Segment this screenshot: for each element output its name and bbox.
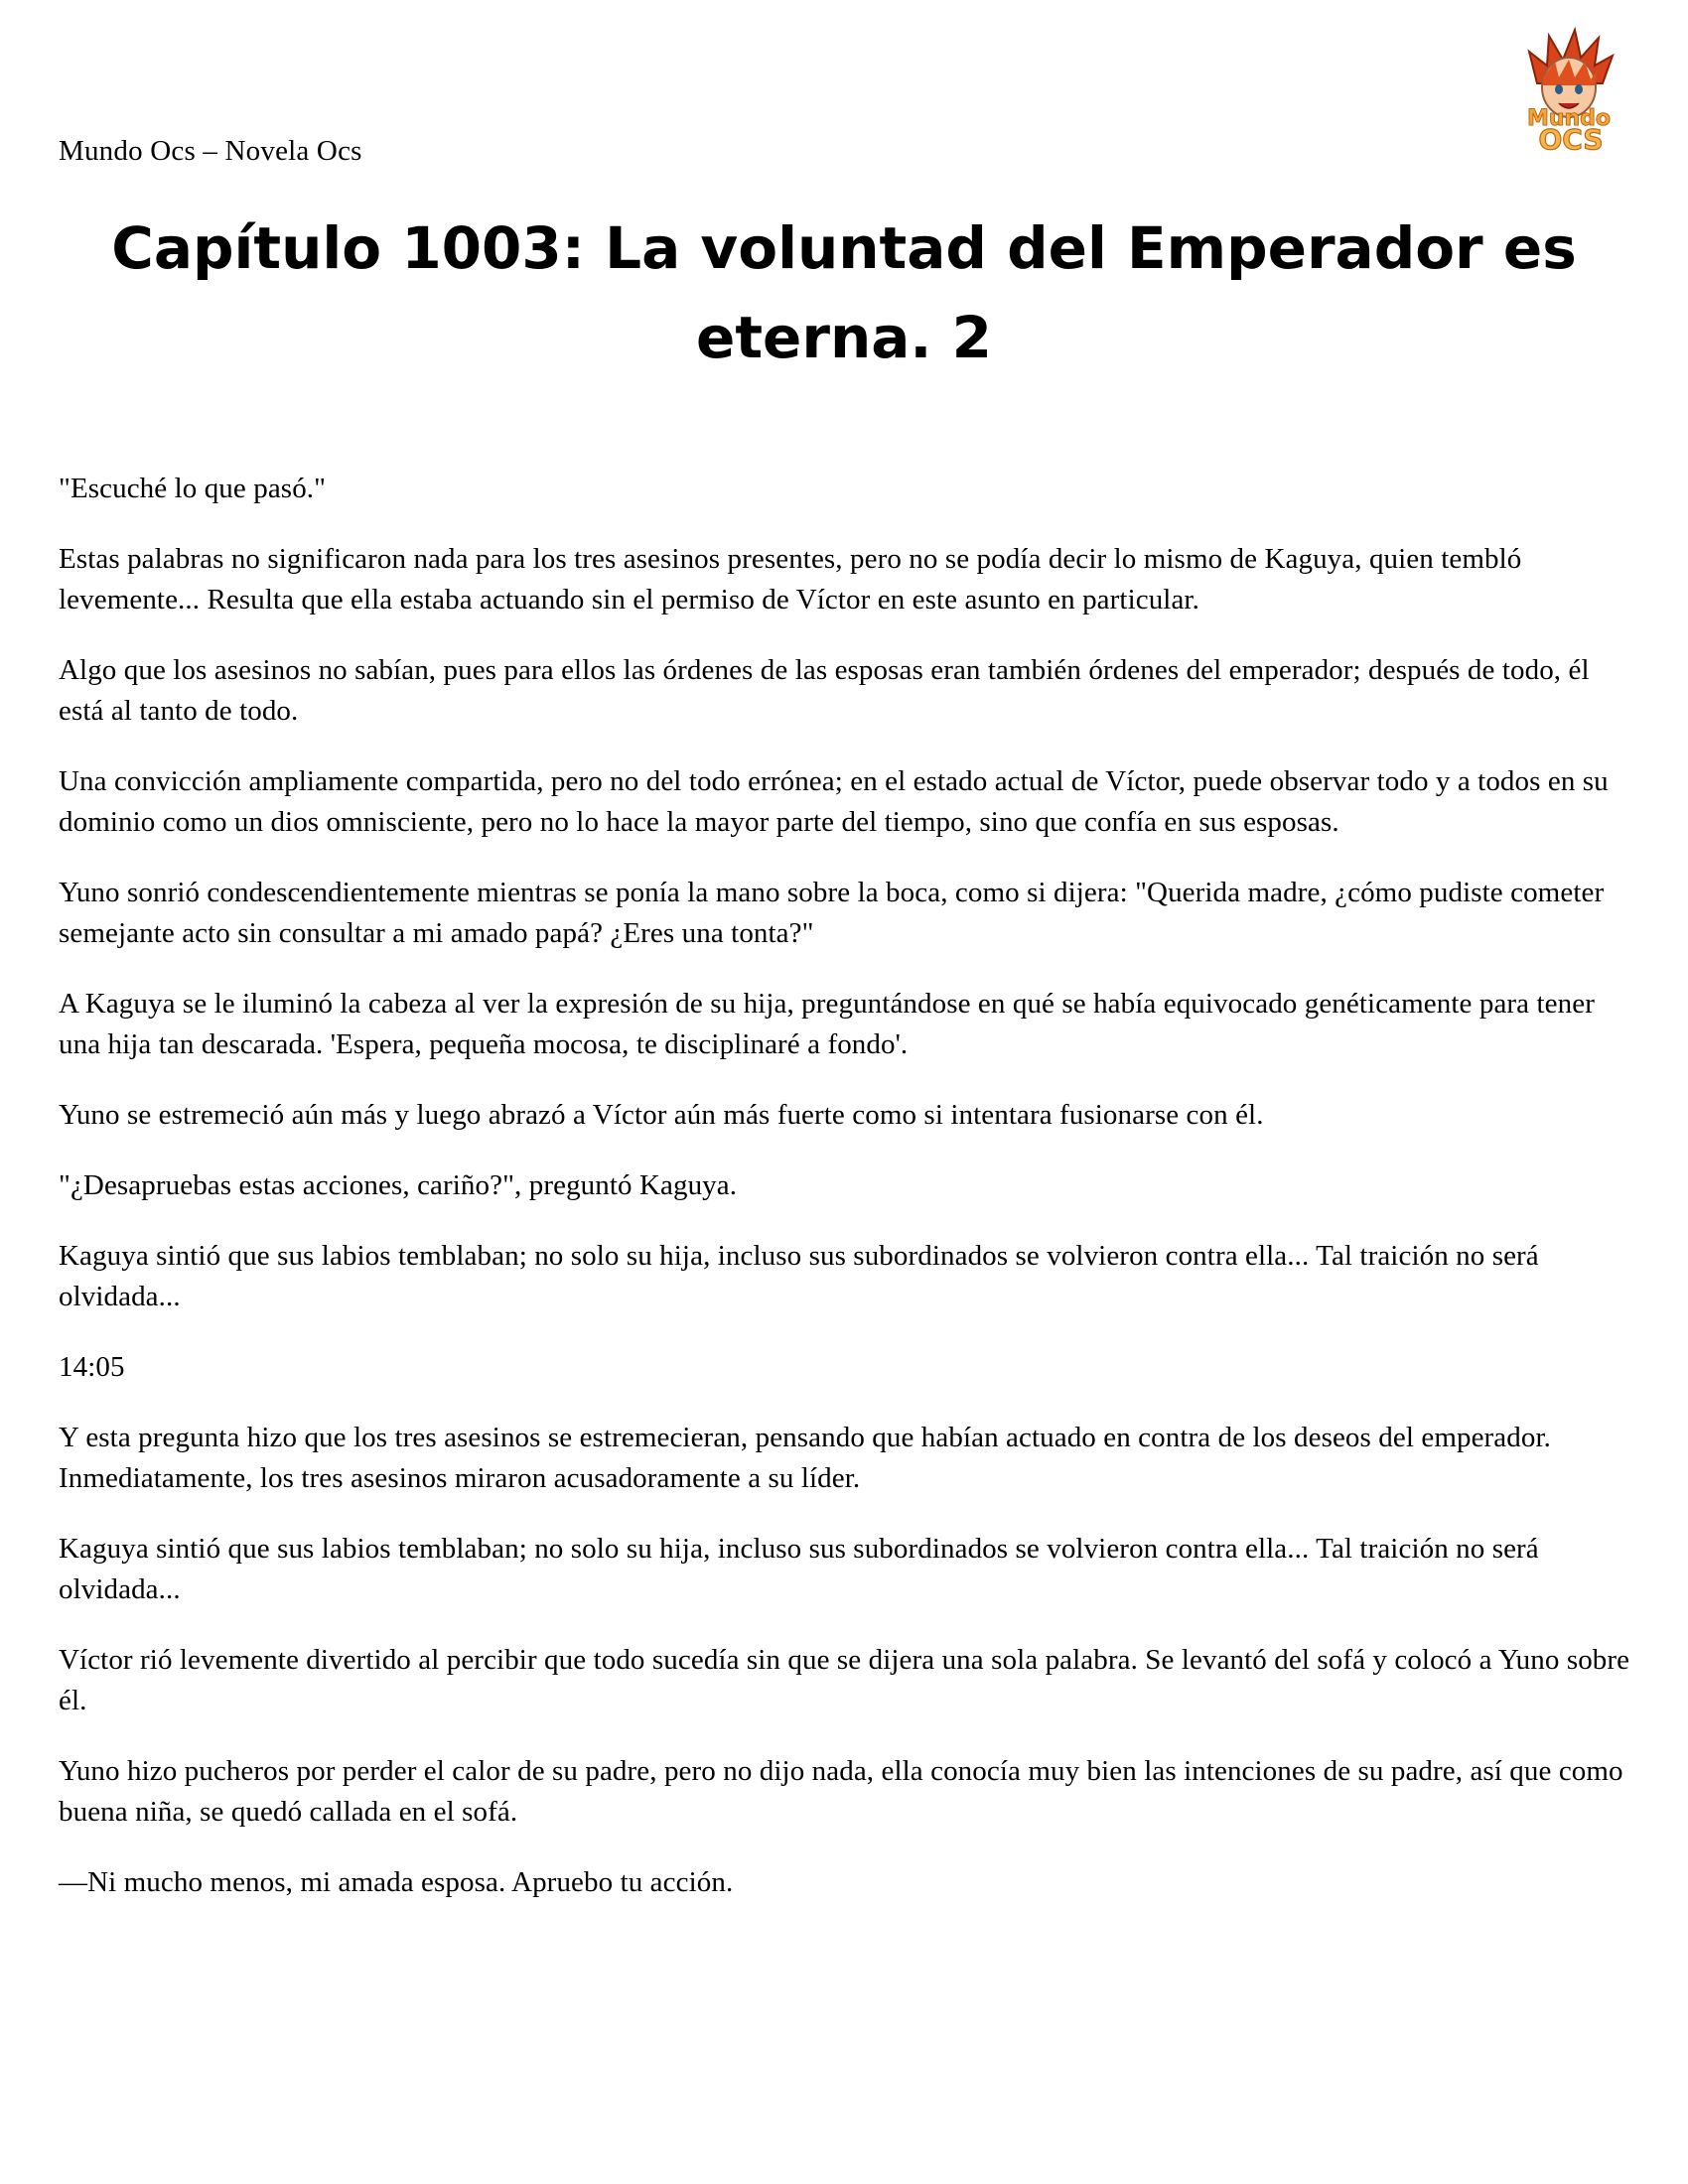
- paragraph: Estas palabras no significaron nada para los tres asesinos presentes, pero no se podía decir lo mismo de Kaguya, quien tembló levemente... Resulta que ella estaba actuando sin el permiso de Víctor en este asunto en particular.: [59, 543, 1522, 615]
- paragraph: —Ni mucho menos, mi amada esposa. Apruebo tu acción.: [59, 1866, 734, 1898]
- paragraph: Víctor rió levemente divertido al percibir que todo sucedía sin que se dijera una sola palabra. Se levantó del sofá y colocó a Yuno sobre él.: [59, 1644, 1630, 1716]
- paragraph: "Escuché lo que pasó.": [59, 473, 327, 504]
- paragraph: Una convicción ampliamente compartida, pero no del todo errónea; en el estado actual de Víctor, puede observar todo y a todos en su dominio como un dios omnisciente, pero no lo hace la mayor parte del tiempo, sino que confía en sus esposas.: [59, 765, 1609, 838]
- paragraph: "¿Desapruebas estas acciones, cariño?", preguntó Kaguya.: [59, 1169, 738, 1201]
- paragraph: Yuno hizo pucheros por perder el calor de su padre, pero no dijo nada, ella conocía muy bien las intenciones de su padre, así que como buena niña, se quedó callada en el sofá.: [59, 1755, 1623, 1828]
- site-header-line: Mundo Ocs – Novela Ocs: [59, 135, 362, 167]
- chapter-body: [59, 469, 1633, 1933]
- chapter-title: Capítulo 1003: La voluntad del Emperador es eterna. 2: [111, 214, 1577, 371]
- paragraph: Y esta pregunta hizo que los tres asesinos se estremecieran, pensando que habían actuado en contra de los deseos del emperador. Inmediatamente, los tres asesinos miraron acusadoramente a su líder.: [59, 1422, 1551, 1494]
- mundo-ocs-logo: [1499, 22, 1638, 156]
- paragraph: Algo que los asesinos no sabían, pues para ellos las órdenes de las esposas eran también órdenes del emperador; después de todo, él está al tanto de todo.: [59, 654, 1590, 727]
- paragraph: A Kaguya se le iluminó la cabeza al ver la expresión de su hija, preguntándose en qué se había equivocado genéticamente para tener una hija tan descarada. 'Espera, pequeña mocosa, te disciplinaré a fondo'.: [59, 988, 1595, 1060]
- logo-text-top: Mundo: [1526, 106, 1612, 131]
- paragraph: Yuno sonrió condescendientemente mientras se ponía la mano sobre la boca, como si dijera: "Querida madre, ¿cómo pudiste cometer semejante acto sin consultar a mi amado papá? ¿Eres una tonta?": [59, 877, 1605, 949]
- logo-text-bottom: OCS: [1538, 123, 1604, 156]
- paragraph: Kaguya sintió que sus labios temblaban; no solo su hija, incluso sus subordinados se volvieron contra ella... Tal traición no será olvidada...: [59, 1240, 1539, 1312]
- timestamp-paragraph: 14:05: [59, 1351, 125, 1383]
- paragraph: Yuno se estremeció aún más y luego abrazó a Víctor aún más fuerte como si intentara fusionarse con él.: [59, 1099, 1264, 1131]
- paragraph: Kaguya sintió que sus labios temblaban; no solo su hija, incluso sus subordinados se volvieron contra ella... Tal traición no será olvidada...: [59, 1533, 1539, 1605]
